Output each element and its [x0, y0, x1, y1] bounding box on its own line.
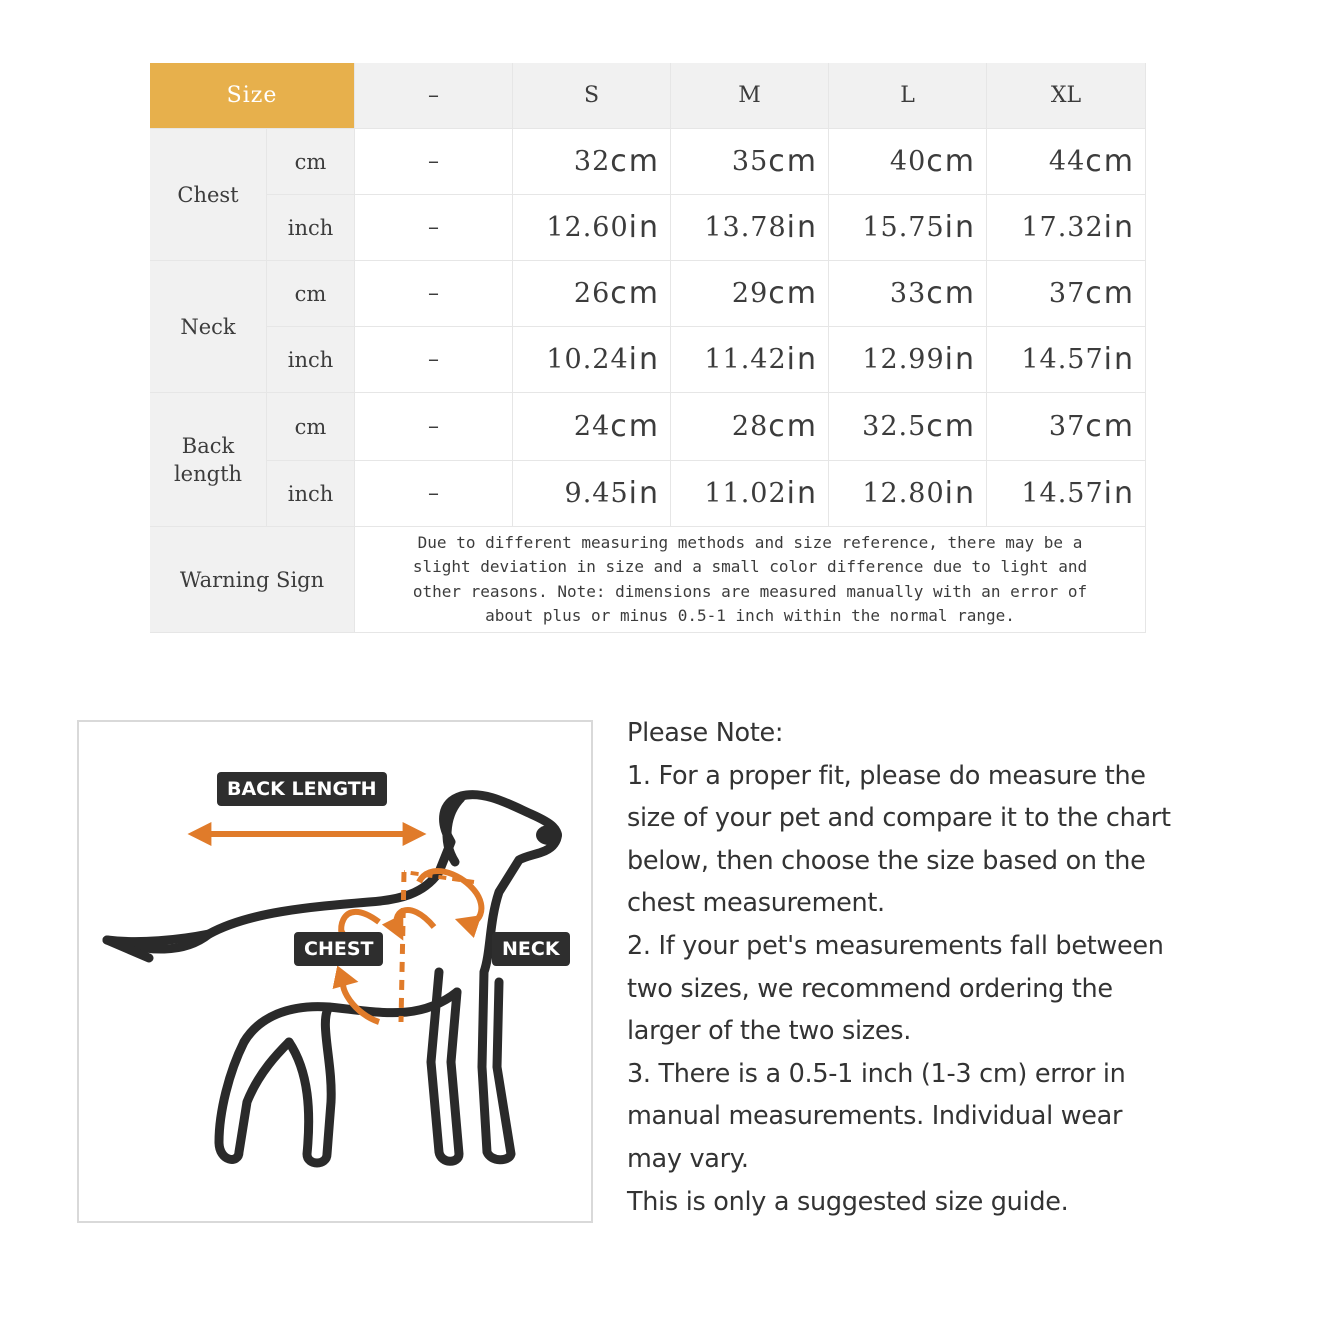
- value-cell: [671, 327, 829, 393]
- value-number: 37: [1048, 411, 1086, 442]
- value-number: 12.99: [862, 344, 945, 375]
- value-unit: cm: [926, 409, 976, 444]
- value-number: 13.78: [704, 212, 787, 243]
- header-dash: –: [355, 63, 513, 129]
- unit-label: cm: [267, 129, 355, 195]
- value-number: 17.32: [1021, 212, 1104, 243]
- value-cell: [829, 393, 987, 461]
- value-cell: [671, 195, 829, 261]
- dash-cell: –: [355, 261, 513, 327]
- value-number: 40: [889, 146, 927, 177]
- value-unit: in: [628, 210, 660, 245]
- value-cell: [987, 129, 1146, 195]
- value-unit: cm: [926, 144, 976, 179]
- value-unit: cm: [926, 276, 976, 311]
- value-number: 29: [731, 278, 769, 309]
- unit-label: cm: [267, 393, 355, 461]
- dash-cell: –: [355, 195, 513, 261]
- dash-cell: –: [355, 393, 513, 461]
- note-line: 3. There is a 0.5-1 inch (1-3 cm) error in: [627, 1058, 1126, 1089]
- group-back-length-line1: Back: [181, 433, 235, 458]
- value-unit: in: [628, 476, 660, 511]
- value-cell: [513, 261, 671, 327]
- value-cell: [987, 461, 1146, 527]
- value-unit: cm: [610, 409, 660, 444]
- value-unit: in: [944, 476, 976, 511]
- value-number: 26: [573, 278, 611, 309]
- please-note: [627, 712, 1327, 1223]
- value-cell: [987, 261, 1146, 327]
- measurement-diagram: [77, 720, 593, 1223]
- unit-label: inch: [267, 195, 355, 261]
- value-cell: [671, 461, 829, 527]
- value-cell: [671, 261, 829, 327]
- warning-label: Warning Sign: [150, 527, 355, 633]
- value-cell: [829, 129, 987, 195]
- value-unit: cm: [1085, 144, 1135, 179]
- value-unit: cm: [610, 276, 660, 311]
- value-number: 12.80: [862, 478, 945, 509]
- value-number: 11.02: [704, 478, 787, 509]
- value-cell: [513, 461, 671, 527]
- group-back-length-line2: length: [173, 461, 243, 486]
- value-cell: [987, 327, 1146, 393]
- value-unit: in: [944, 342, 976, 377]
- header-l: L: [829, 63, 987, 129]
- value-number: 9.45: [564, 478, 629, 509]
- header-s: S: [513, 63, 671, 129]
- value-unit: in: [786, 476, 818, 511]
- value-unit: in: [1103, 342, 1135, 377]
- group-back-length: [150, 393, 267, 527]
- group-chest: Chest: [150, 129, 267, 261]
- value-unit: in: [628, 342, 660, 377]
- note-line: manual measurements. Individual wear: [627, 1101, 1123, 1132]
- warning-text: Due to different measuring methods and size reference, there may be a slight deviation in size and a small color difference due to light and other reasons. Note: dimensions are measured manually with an error of about plus or minus 0.5-1 inch within the normal range.: [355, 527, 1146, 633]
- value-number: 14.57: [1021, 344, 1104, 375]
- value-cell: [513, 327, 671, 393]
- dash-cell: –: [355, 327, 513, 393]
- value-number: 24: [573, 411, 611, 442]
- value-cell: [829, 261, 987, 327]
- unit-label: cm: [267, 261, 355, 327]
- note-line: may vary.: [627, 1143, 749, 1174]
- value-number: 44: [1048, 146, 1086, 177]
- note-line: This is only a suggested size guide.: [627, 1186, 1069, 1217]
- note-line: below, then choose the size based on the: [627, 845, 1146, 876]
- value-unit: cm: [768, 276, 818, 311]
- chest-tag: CHEST: [294, 932, 383, 966]
- value-cell: [987, 195, 1146, 261]
- value-number: 33: [889, 278, 927, 309]
- value-cell: [671, 129, 829, 195]
- note-line: chest measurement.: [627, 888, 885, 919]
- note-line: two sizes, we recommend ordering the: [627, 973, 1113, 1004]
- value-cell: [829, 327, 987, 393]
- value-number: 15.75: [862, 212, 945, 243]
- value-unit: cm: [768, 144, 818, 179]
- value-unit: cm: [1085, 276, 1135, 311]
- note-line: 2. If your pet's measurements fall between: [627, 930, 1164, 961]
- value-unit: cm: [768, 409, 818, 444]
- value-number: 10.24: [546, 344, 629, 375]
- value-number: 35: [731, 146, 769, 177]
- value-number: 32.5: [862, 411, 927, 442]
- value-number: 11.42: [704, 344, 787, 375]
- value-cell: [829, 461, 987, 527]
- value-cell: [513, 195, 671, 261]
- value-unit: in: [786, 342, 818, 377]
- value-cell: [513, 393, 671, 461]
- header-m: M: [671, 63, 829, 129]
- value-number: 12.60: [546, 212, 629, 243]
- neck-tag: NECK: [492, 932, 570, 966]
- value-number: 14.57: [1021, 478, 1104, 509]
- unit-label: inch: [267, 327, 355, 393]
- note-line: size of your pet and compare it to the chart: [627, 803, 1171, 834]
- value-cell: [513, 129, 671, 195]
- value-unit: cm: [610, 144, 660, 179]
- note-line: larger of the two sizes.: [627, 1016, 912, 1047]
- header-size: Size: [150, 63, 355, 129]
- value-unit: in: [786, 210, 818, 245]
- value-cell: [987, 393, 1146, 461]
- value-cell: [671, 393, 829, 461]
- value-cell: [829, 195, 987, 261]
- value-unit: in: [944, 210, 976, 245]
- value-unit: in: [1103, 476, 1135, 511]
- value-unit: cm: [1085, 409, 1135, 444]
- value-number: 37: [1048, 278, 1086, 309]
- value-number: 32: [573, 146, 611, 177]
- dash-cell: –: [355, 129, 513, 195]
- note-line: 1. For a proper fit, please do measure the: [627, 760, 1146, 791]
- dash-cell: –: [355, 461, 513, 527]
- value-number: 28: [731, 411, 769, 442]
- note-heading: Please Note:: [627, 718, 784, 748]
- group-neck: Neck: [150, 261, 267, 393]
- header-xl: XL: [987, 63, 1146, 129]
- value-unit: in: [1103, 210, 1135, 245]
- back-length-tag: BACK LENGTH: [217, 772, 387, 806]
- size-table: [150, 63, 1146, 633]
- unit-label: inch: [267, 461, 355, 527]
